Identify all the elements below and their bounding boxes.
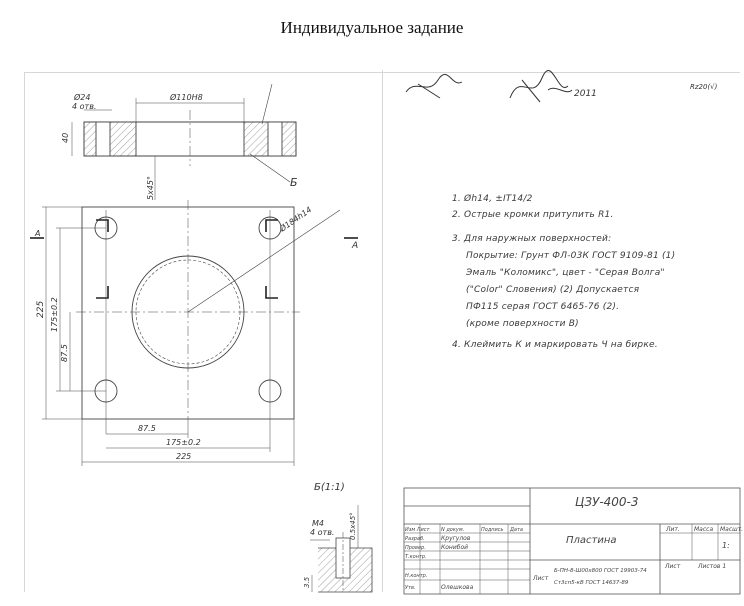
hole-left xyxy=(96,122,110,156)
row0-role: Изм Лист xyxy=(405,527,430,533)
dim-small-chamfer: 0.5х45° xyxy=(349,512,357,540)
dim-hole-count: 4 отв. xyxy=(72,102,97,111)
dim-circle: Ø184h14 xyxy=(277,205,314,234)
row4-role: Н.контр. xyxy=(405,573,428,579)
dim-hole-dia: Ø24 xyxy=(74,93,91,102)
signature-year: 2011 xyxy=(574,89,597,99)
plan-view xyxy=(30,200,358,466)
part-name: Пластина xyxy=(566,535,617,546)
dim-small-depth: 3.5 xyxy=(303,576,311,588)
dim-width-holes: 175±0.2 xyxy=(166,438,201,447)
note-2: 2. Острые кромки притупить R1. xyxy=(452,210,614,220)
row5-name: Олешкова xyxy=(441,584,474,591)
col-lit: Лит. xyxy=(666,526,680,533)
dim-height-holes: 175±0.2 xyxy=(50,297,59,332)
roughness-label: Rz20(√) xyxy=(690,83,718,91)
dim-thread: М4 xyxy=(312,519,324,528)
dim-height-total: 225 xyxy=(36,300,46,318)
dim-height-half: 87.5 xyxy=(60,344,69,362)
material-line2: Ст3сп5-кВ ГОСТ 14637-89 xyxy=(554,580,629,586)
sheets-label: Листов 1 xyxy=(698,563,727,570)
note-3-line3: ("Color" Словения) (2) Допускается xyxy=(466,285,640,295)
dim-thread-count: 4 отв. xyxy=(310,528,335,537)
row0-name: N докум. xyxy=(441,527,465,533)
dim-bore: Ø110Н8 xyxy=(170,93,203,102)
scale-value: 1: xyxy=(722,541,730,550)
dim-width-half: 87.5 xyxy=(138,424,156,433)
row2-name: Конибой xyxy=(441,544,469,551)
hole-right xyxy=(268,122,282,156)
material-label: Лист xyxy=(533,575,549,582)
note-3-line4: ПФ115 серая ГОСТ 6465-76 (2). xyxy=(466,302,620,312)
note-4: 4. Клеймить К и маркировать Ч на бирке. xyxy=(452,340,658,350)
page-title: Индивидуальное задание xyxy=(280,18,464,37)
col-scale: Масшт. xyxy=(720,526,744,533)
dim-chamfer: 5х45° xyxy=(146,175,155,200)
col-mass: Масса xyxy=(694,526,714,533)
section-a-left: А xyxy=(35,229,41,238)
sheet-label: Лист xyxy=(665,563,681,570)
dim-width-total: 225 xyxy=(176,452,192,461)
note-3: 3. Для наружных поверхностей: xyxy=(452,234,612,244)
signature-1 xyxy=(406,74,462,98)
doc-code: ЦЗУ-400-3 xyxy=(575,495,639,509)
note-1: 1. Øh14, ±IT14/2 xyxy=(452,194,533,204)
signature-2 xyxy=(510,70,572,102)
dim-thickness: 40 xyxy=(61,132,70,143)
signature-scribbles xyxy=(406,70,572,102)
section-a-right: А xyxy=(352,241,359,251)
note-3-line5: (кроме поверхности В) xyxy=(466,319,579,329)
row1-name: Кругулов xyxy=(441,535,471,542)
row0-sign: Подпись xyxy=(481,527,504,533)
row3-role: Т.контр. xyxy=(405,554,427,560)
row5-role: Утв. xyxy=(405,585,416,591)
row1-role: Разраб. xyxy=(405,536,425,542)
note-3-line1: Покрытие: Грунт ФЛ-03К ГОСТ 9109-81 (1) xyxy=(466,251,676,261)
row2-role: Провер. xyxy=(405,545,426,551)
material-line1: Б-ПН-8-Ш00х800 ГОСТ 19903-74 xyxy=(554,568,647,574)
note-3-line2: Эмаль "Коломикс", цвет - "Серая Волга" xyxy=(466,268,665,278)
label-surface-b: Б xyxy=(290,176,298,189)
detail-label: Б(1:1) xyxy=(314,482,345,493)
row0-date: Дата xyxy=(510,527,523,533)
